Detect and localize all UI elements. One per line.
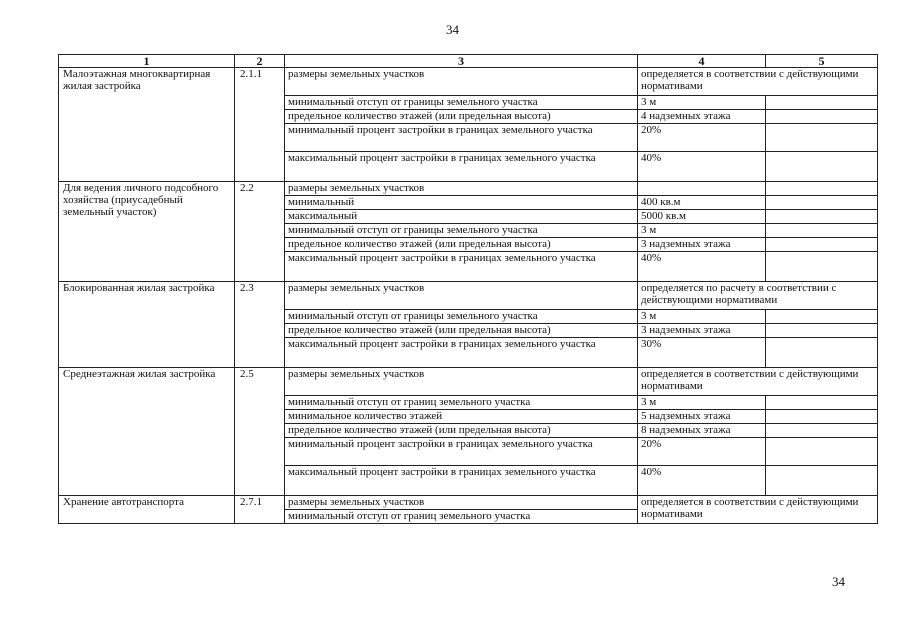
header-row — [59, 55, 878, 68]
param-cell: минимальный процент застройки в границах земельного участка — [285, 124, 638, 152]
param-cell: минимальный отступ от границы земельного участка — [285, 96, 638, 110]
header-col-4: 4 — [638, 55, 766, 68]
value-cell: 40% — [638, 152, 766, 182]
table-row — [59, 496, 878, 510]
value-cell: 5 надземных этажа — [638, 410, 766, 424]
extra-cell — [766, 196, 878, 210]
table-row — [59, 368, 878, 396]
param-cell: размеры земельных участков — [285, 368, 638, 396]
extra-cell — [766, 310, 878, 324]
value-cell — [638, 182, 766, 196]
value-cell: 3 надземных этажа — [638, 238, 766, 252]
extra-cell — [766, 466, 878, 496]
header-col-1: 1 — [59, 55, 235, 68]
page-number-bottom: 34 — [832, 574, 845, 589]
use-code-cell: 2.2 — [235, 182, 285, 282]
value-cell: определяется в соответствии с действующими нормативами — [638, 68, 878, 96]
extra-cell — [766, 438, 878, 466]
header-col-2: 2 — [235, 55, 285, 68]
param-cell: минимальный отступ от границы земельного участка — [285, 224, 638, 238]
value-cell: 4 надземных этажа — [638, 110, 766, 124]
extra-cell — [766, 110, 878, 124]
zoning-table — [58, 54, 878, 524]
value-cell: 40% — [638, 466, 766, 496]
param-cell: размеры земельных участков — [285, 496, 638, 510]
param-cell: предельное количество этажей (или предельная высота) — [285, 110, 638, 124]
param-cell: минимальный отступ от границ земельного участка — [285, 396, 638, 410]
use-type-cell: Малоэтажная многоквартирная жилая застройка — [59, 68, 235, 182]
param-cell: максимальный — [285, 210, 638, 224]
param-cell: минимальный — [285, 196, 638, 210]
extra-cell — [766, 182, 878, 196]
use-type-cell: Среднеэтажная жилая застройка — [59, 368, 235, 496]
value-cell: 30% — [638, 338, 766, 368]
extra-cell — [766, 338, 878, 368]
extra-cell — [766, 396, 878, 410]
value-cell: определяется в соответствии с действующими нормативами — [638, 368, 878, 396]
extra-cell — [766, 410, 878, 424]
value-cell: 5000 кв.м — [638, 210, 766, 224]
param-cell: размеры земельных участков — [285, 282, 638, 310]
use-type-cell: Хранение автотранспорта — [59, 496, 235, 524]
header-col-5: 5 — [766, 55, 878, 68]
use-code-cell: 2.3 — [235, 282, 285, 368]
use-code-cell: 2.1.1 — [235, 68, 285, 182]
table-row — [59, 282, 878, 310]
param-cell: размеры земельных участков — [285, 68, 638, 96]
table-row — [59, 182, 878, 196]
value-cell: 20% — [638, 438, 766, 466]
param-cell: минимальный отступ от границ земельного участка — [285, 510, 638, 524]
extra-cell — [766, 252, 878, 282]
value-cell: 8 надземных этажа — [638, 424, 766, 438]
param-cell: предельное количество этажей (или предельная высота) — [285, 238, 638, 252]
param-cell: максимальный процент застройки в границах земельного участка — [285, 466, 638, 496]
value-cell: 3 м — [638, 310, 766, 324]
param-cell: минимальное количество этажей — [285, 410, 638, 424]
param-cell: предельное количество этажей (или предельная высота) — [285, 424, 638, 438]
param-cell: максимальный процент застройки в границах земельного участка — [285, 252, 638, 282]
extra-cell — [766, 210, 878, 224]
param-cell: максимальный процент застройки в границах земельного участка — [285, 338, 638, 368]
param-cell: максимальный процент застройки в границах земельного участка — [285, 152, 638, 182]
extra-cell — [766, 124, 878, 152]
param-cell: минимальный процент застройки в границах земельного участка — [285, 438, 638, 466]
value-cell: определяется в соответствии с действующими нормативами — [638, 496, 878, 524]
use-code-cell: 2.5 — [235, 368, 285, 496]
use-type-cell: Блокированная жилая застройка — [59, 282, 235, 368]
param-cell: размеры земельных участков — [285, 182, 638, 196]
page-number-top: 34 — [446, 22, 459, 37]
param-cell: предельное количество этажей (или предельная высота) — [285, 324, 638, 338]
value-cell: 3 м — [638, 96, 766, 110]
param-cell: минимальный отступ от границы земельного участка — [285, 310, 638, 324]
extra-cell — [766, 96, 878, 110]
use-code-cell: 2.7.1 — [235, 496, 285, 524]
value-cell: 3 м — [638, 224, 766, 238]
value-cell: 40% — [638, 252, 766, 282]
extra-cell — [766, 238, 878, 252]
value-cell: определяется по расчету в соответствии с действующими нормативами — [638, 282, 878, 310]
value-cell: 20% — [638, 124, 766, 152]
table-row — [59, 68, 878, 96]
value-cell: 3 надземных этажа — [638, 324, 766, 338]
use-type-cell: Для ведения личного подсобного хозяйства (приусадебный земельный участок) — [59, 182, 235, 282]
extra-cell — [766, 324, 878, 338]
extra-cell — [766, 424, 878, 438]
value-cell: 400 кв.м — [638, 196, 766, 210]
value-cell: 3 м — [638, 396, 766, 410]
header-col-3: 3 — [285, 55, 638, 68]
extra-cell — [766, 152, 878, 182]
extra-cell — [766, 224, 878, 238]
